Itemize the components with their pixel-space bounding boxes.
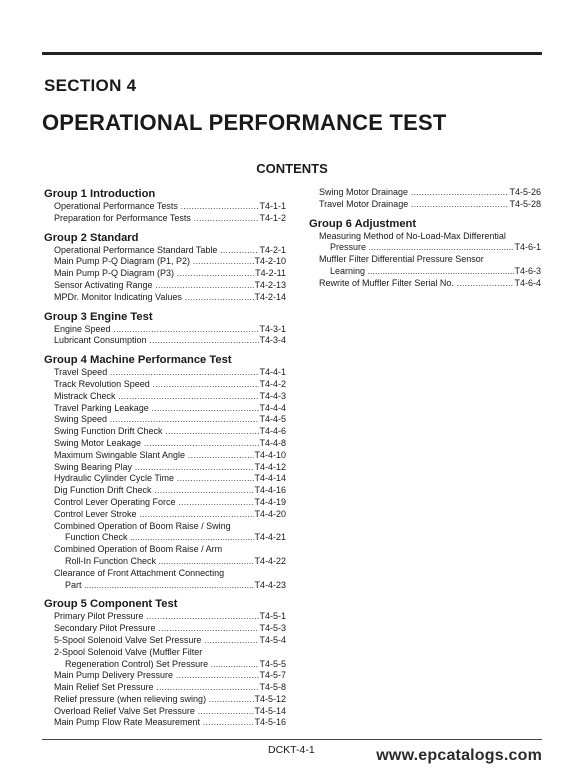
- toc-entry-text: Measuring Method of No-Load-Max Differential: [319, 230, 506, 241]
- toc-entry-page: T4-4-2: [259, 378, 286, 389]
- toc-entry-text: Rewrite of Muffler Filter Serial No. .....: [319, 278, 514, 290]
- toc-group-title: Group 5 Component Test: [44, 598, 178, 611]
- page-title: OPERATIONAL PERFORMANCE TEST: [42, 110, 447, 135]
- toc-group: [309, 217, 541, 290]
- toc-entry-text: Lubricant Consumption .....: [54, 335, 259, 347]
- toc-entry-text: Travel Motor Drainage .....: [319, 199, 509, 211]
- toc-entry-page: T4-5-12: [254, 693, 286, 704]
- toc-entry[interactable]: [44, 647, 286, 671]
- toc-entry-text: Main Relief Set Pressure .....: [54, 682, 259, 694]
- toc-entry-page: T4-5-8: [259, 682, 286, 693]
- toc-entry[interactable]: [44, 623, 286, 635]
- toc-entry[interactable]: [44, 379, 286, 391]
- toc-entry[interactable]: [44, 213, 286, 225]
- toc-entry[interactable]: [44, 509, 286, 521]
- toc-entry-text: Operational Performance Standard Table .....: [54, 245, 259, 257]
- toc-entry[interactable]: [44, 462, 286, 474]
- toc-entry-text-continued: Roll-In Function Check .....: [65, 556, 254, 568]
- toc-entry[interactable]: [309, 199, 541, 211]
- toc-entry-text: Track Revolution Speed .....: [54, 379, 259, 391]
- toc-entry-text-continued: Regeneration Control) Set Pressure .....: [65, 659, 259, 671]
- section-label: SECTION 4: [44, 76, 137, 95]
- toc-entry-page: T4-2-13: [254, 279, 286, 290]
- watermark: www.epcatalogs.com: [376, 747, 542, 764]
- toc-entry-page: T4-2-10: [254, 256, 286, 267]
- toc-entry-text: Swing Motor Leakage .....: [54, 438, 259, 450]
- toc-group: [44, 597, 286, 729]
- toc-entry-text-continued: Function Check .....: [65, 532, 254, 544]
- toc-entry[interactable]: [44, 694, 286, 706]
- toc-entry-page: T4-4-1: [259, 367, 286, 378]
- toc-entry-text: Combined Operation of Boom Raise / Swing: [54, 520, 231, 531]
- toc-group-title: Group 4 Machine Performance Test: [44, 354, 232, 367]
- toc-group-title: Group 1 Introduction: [44, 188, 156, 200]
- toc-entry[interactable]: [309, 254, 541, 278]
- page-code: DCKT-4-1: [268, 744, 315, 756]
- toc-entry-text: Sensor Activating Range .....: [54, 280, 254, 292]
- toc-entry[interactable]: [44, 245, 286, 257]
- toc-entry-page: T4-2-11: [255, 268, 286, 279]
- toc-entry[interactable]: [44, 682, 286, 694]
- toc-entry-page: T4-2-14: [254, 291, 286, 302]
- toc-entry[interactable]: [44, 292, 286, 304]
- toc-entry-page: T4-5-3: [259, 623, 286, 634]
- toc-entry[interactable]: [44, 611, 286, 623]
- toc-entry[interactable]: [309, 187, 541, 199]
- toc-entry-text: Operational Performance Tests .....: [54, 201, 259, 213]
- toc-entry-text: Swing Bearing Play .....: [54, 462, 254, 474]
- toc-entry-page: T4-4-4: [259, 402, 286, 413]
- toc-entry-text: Swing Function Drift Check .....: [54, 426, 259, 438]
- toc-entry-page: T4-1-1: [259, 201, 286, 211]
- toc-entry-text: Mistrack Check .....: [54, 391, 259, 403]
- toc-entry-page: T4-5-14: [254, 705, 286, 716]
- contents-heading: CONTENTS: [256, 161, 328, 176]
- toc-entry[interactable]: [44, 717, 286, 729]
- toc-entry-text: Preparation for Performance Tests .....: [54, 213, 259, 225]
- toc-entry[interactable]: [44, 367, 286, 379]
- toc-entry-page: T4-4-5: [259, 414, 286, 425]
- toc-entry[interactable]: [44, 521, 286, 545]
- toc-right-column: [309, 187, 541, 296]
- toc-entry[interactable]: [309, 278, 541, 290]
- toc-entry-text: Secondary Pilot Pressure .....: [54, 623, 259, 635]
- toc-group-title: Group 2 Standard: [44, 231, 139, 244]
- toc-entry-text: Engine Speed .....: [54, 324, 259, 336]
- toc-entry-page: T4-4-14: [254, 473, 286, 484]
- toc-entry-page: T4-5-7: [259, 670, 286, 681]
- toc-entry-text: Control Lever Operating Force .....: [54, 497, 254, 509]
- toc-entry-text: Control Lever Stroke .....: [54, 509, 254, 521]
- toc-entry-text-continued: Pressure .....: [330, 242, 514, 254]
- toc-entry-page: T4-4-10: [254, 449, 286, 460]
- toc-group: [44, 187, 286, 225]
- toc-entry[interactable]: [44, 438, 286, 450]
- toc-entry[interactable]: [44, 497, 286, 509]
- toc-group: [44, 353, 286, 591]
- toc-entry-text: Primary Pilot Pressure .....: [54, 611, 259, 623]
- toc-entry-page: T4-5-5: [259, 658, 286, 669]
- toc-entry[interactable]: [44, 256, 286, 268]
- toc-entry-text: Swing Speed .....: [54, 414, 259, 426]
- toc-entry[interactable]: [44, 324, 286, 336]
- toc-entry-page: T4-6-4: [514, 277, 541, 288]
- toc-entry-page: T4-4-3: [259, 390, 286, 401]
- toc-entry-text: Dig Function Drift Check .....: [54, 485, 254, 497]
- toc-entry[interactable]: [309, 231, 541, 255]
- toc-group: [44, 310, 286, 348]
- toc-entry[interactable]: [44, 426, 286, 438]
- toc-entry-text: Relief pressure (when relieving swing) .....: [54, 694, 254, 706]
- toc-entry-page: T4-4-20: [254, 508, 286, 519]
- toc-entry[interactable]: [44, 391, 286, 403]
- toc-entry-page: T4-6-3: [514, 265, 541, 276]
- toc-entry-text-continued: Part .....: [65, 580, 254, 592]
- toc-entry[interactable]: [44, 485, 286, 497]
- toc-entry-text: Swing Motor Drainage .....: [319, 187, 509, 199]
- toc-entry[interactable]: [44, 544, 286, 568]
- toc-entry[interactable]: [44, 335, 286, 347]
- toc-entry-text: 2-Spool Solenoid Valve (Muffler Filter: [54, 646, 203, 657]
- toc-entry-text: Travel Parking Leakage .....: [54, 403, 259, 415]
- toc-entry-page: T4-5-16: [254, 717, 286, 728]
- top-rule: [42, 52, 542, 55]
- toc-entry[interactable]: [44, 635, 286, 647]
- toc-group: [44, 231, 286, 304]
- toc-entry[interactable]: [44, 670, 286, 682]
- toc-entry[interactable]: [44, 450, 286, 462]
- toc-entry-page: T4-5-4: [259, 634, 286, 645]
- toc-entry-text: Main Pump P-Q Diagram (P3) .....: [54, 268, 255, 280]
- toc-entry-page: T4-5-28: [509, 198, 541, 209]
- toc-entry-text: Clearance of Front Attachment Connecting: [54, 567, 225, 578]
- toc-entry-page: T4-3-4: [259, 335, 286, 346]
- toc-entry-page: T4-4-22: [254, 555, 286, 566]
- toc-group-continued: [309, 187, 541, 211]
- toc-entry-text: Main Pump Delivery Pressure .....: [54, 670, 259, 682]
- toc-entry-page: T4-4-19: [254, 496, 286, 507]
- toc-entry-page: T4-3-1: [259, 323, 286, 334]
- toc-entry-text-continued: Learning .....: [330, 266, 514, 278]
- toc-entry-text: Travel Speed .....: [54, 367, 259, 379]
- toc-entry-text: Hydraulic Cylinder Cycle Time .....: [54, 473, 254, 485]
- toc-entry-page: T4-1-2: [259, 212, 286, 223]
- toc-entry-page: T4-4-6: [259, 426, 286, 437]
- toc-entry-page: T4-6-1: [514, 242, 541, 253]
- toc-entry[interactable]: [44, 414, 286, 426]
- toc-entry-page: T4-2-1: [259, 244, 286, 255]
- toc-group-title: Group 3 Engine Test: [44, 310, 153, 323]
- toc-entry-text: Muffler Filter Differential Pressure Sensor: [319, 254, 484, 265]
- toc-entry[interactable]: [44, 201, 286, 213]
- toc-entry[interactable]: [44, 568, 286, 592]
- toc-entry-text: Main Pump Flow Rate Measurement .....: [54, 717, 254, 729]
- toc-entry-page: T4-4-8: [259, 437, 286, 448]
- toc-entry-text: 5-Spool Solenoid Valve Set Pressure .....: [54, 635, 259, 647]
- toc-entry-page: T4-4-12: [254, 461, 286, 472]
- toc-entry-page: T4-4-23: [254, 579, 286, 590]
- toc-entry-page: T4-5-1: [259, 611, 286, 622]
- toc-entry[interactable]: [44, 268, 286, 280]
- toc-entry[interactable]: [44, 706, 286, 718]
- toc-group-title: Group 6 Adjustment: [309, 217, 417, 230]
- toc-entry-text: Main Pump P-Q Diagram (P1, P2) .....: [54, 256, 254, 268]
- toc-entry-page: T4-5-26: [509, 187, 541, 197]
- toc-entry-text: Overload Relief Valve Set Pressure .....: [54, 706, 254, 718]
- toc-entry-page: T4-4-16: [254, 485, 286, 496]
- toc-entry[interactable]: [44, 280, 286, 292]
- bottom-rule: [42, 739, 542, 740]
- toc-left-column: [44, 187, 286, 735]
- toc-entry-page: T4-4-21: [254, 532, 286, 543]
- toc-entry[interactable]: [44, 473, 286, 485]
- toc-entry-text: Combined Operation of Boom Raise / Arm: [54, 544, 223, 555]
- toc-entry-text: MPDr. Monitor Indicating Values .....: [54, 292, 254, 304]
- toc-entry[interactable]: [44, 403, 286, 415]
- toc-entry-text: Maximum Swingable Slant Angle .....: [54, 450, 254, 462]
